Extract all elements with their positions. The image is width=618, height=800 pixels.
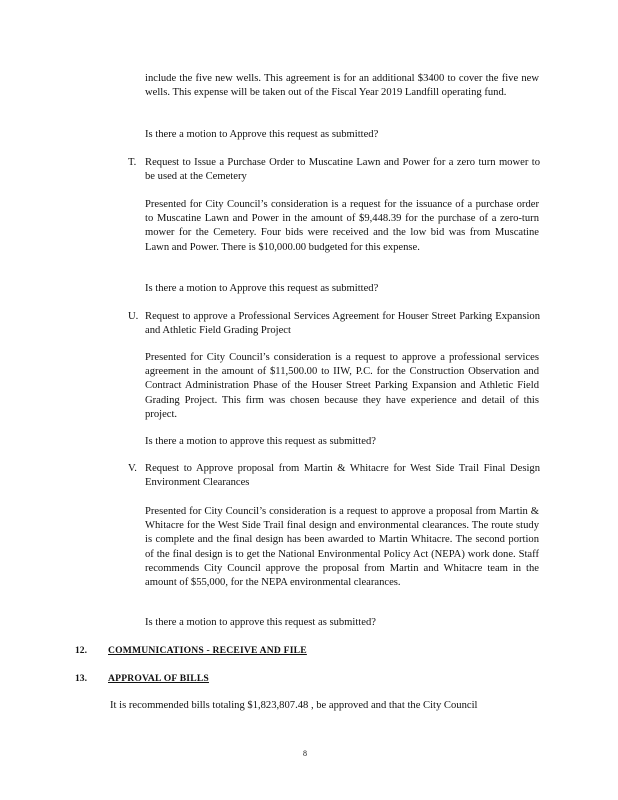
section-title: COMMUNICATIONS - RECEIVE AND FILE: [108, 645, 307, 656]
motion-question: Is there a motion to approve this request as submitted?: [145, 436, 376, 447]
agenda-item-t: [128, 156, 540, 184]
page-number: 8: [303, 749, 307, 758]
item-title: Request to approve a Professional Services Agreement for Houser Street Parking Expansion and Athletic Field Grading Project: [145, 311, 540, 337]
section-number: 13.: [75, 673, 87, 684]
continuation-paragraph: include the five new wells. This agreement is for an additional $3400 to cover the five new wells. This expense will be taken out of the Fiscal Year 2019 Landfill operating fund.: [145, 73, 539, 99]
section-title: APPROVAL OF BILLS: [108, 673, 209, 684]
motion-question: Is there a motion to Approve this request as submitted?: [145, 129, 379, 140]
agenda-item-v: [128, 462, 540, 490]
item-body: Presented for City Council’s consideration is a request to approve a proposal from Martin & Whitacre for the West Side Trail final design and environmental clearances. The route study is complete and the final design has been awarded to Martin Whitacre. The second portion of the final design is to get the National Environmental Policy Act (NEPA) work done. Staff recommends City Council approve the proposal from Martin and Whitacre team in the amount of $55,000, for the NEPA environmental clearances.: [145, 506, 539, 589]
item-letter: V.: [128, 463, 137, 474]
item-title: Request to Approve proposal from Martin & Whitacre for West Side Trail Final Design Environment Clearances: [145, 463, 540, 489]
section-number: 12.: [75, 645, 87, 656]
item-body: Presented for City Council’s consideration is a request to approve a professional services agreement in the amount of $11,500.00 to IIW, P.C. for the Construction Observation and Contract Administration Phase of the Houser Street Parking Expansion and Athletic Field Grading Project. This firm was chosen because they have experience and detail of this project.: [145, 352, 539, 420]
item-title: Request to Issue a Purchase Order to Muscatine Lawn and Power for a zero turn mower to be used at the Cemetery: [145, 157, 540, 183]
item-letter: T.: [128, 157, 137, 168]
agenda-item-u: [128, 310, 540, 338]
item-body: Presented for City Council’s consideration is a request for the issuance of a purchase order to Muscatine Lawn and Power in the amount of $9,448.39 for the purchase of a zero-turn mower for the Cemetery. Four bids were received and the low bid was from Muscatine Lawn and Power. There is $10,000.00 budgeted for this expense.: [145, 199, 539, 253]
bills-recommendation: It is recommended bills totaling $1,823,807.48 , be approved and that the City Council: [110, 700, 478, 711]
item-letter: U.: [128, 311, 139, 322]
motion-question: Is there a motion to approve this request as submitted?: [145, 617, 376, 628]
motion-question: Is there a motion to Approve this request as submitted?: [145, 283, 379, 294]
